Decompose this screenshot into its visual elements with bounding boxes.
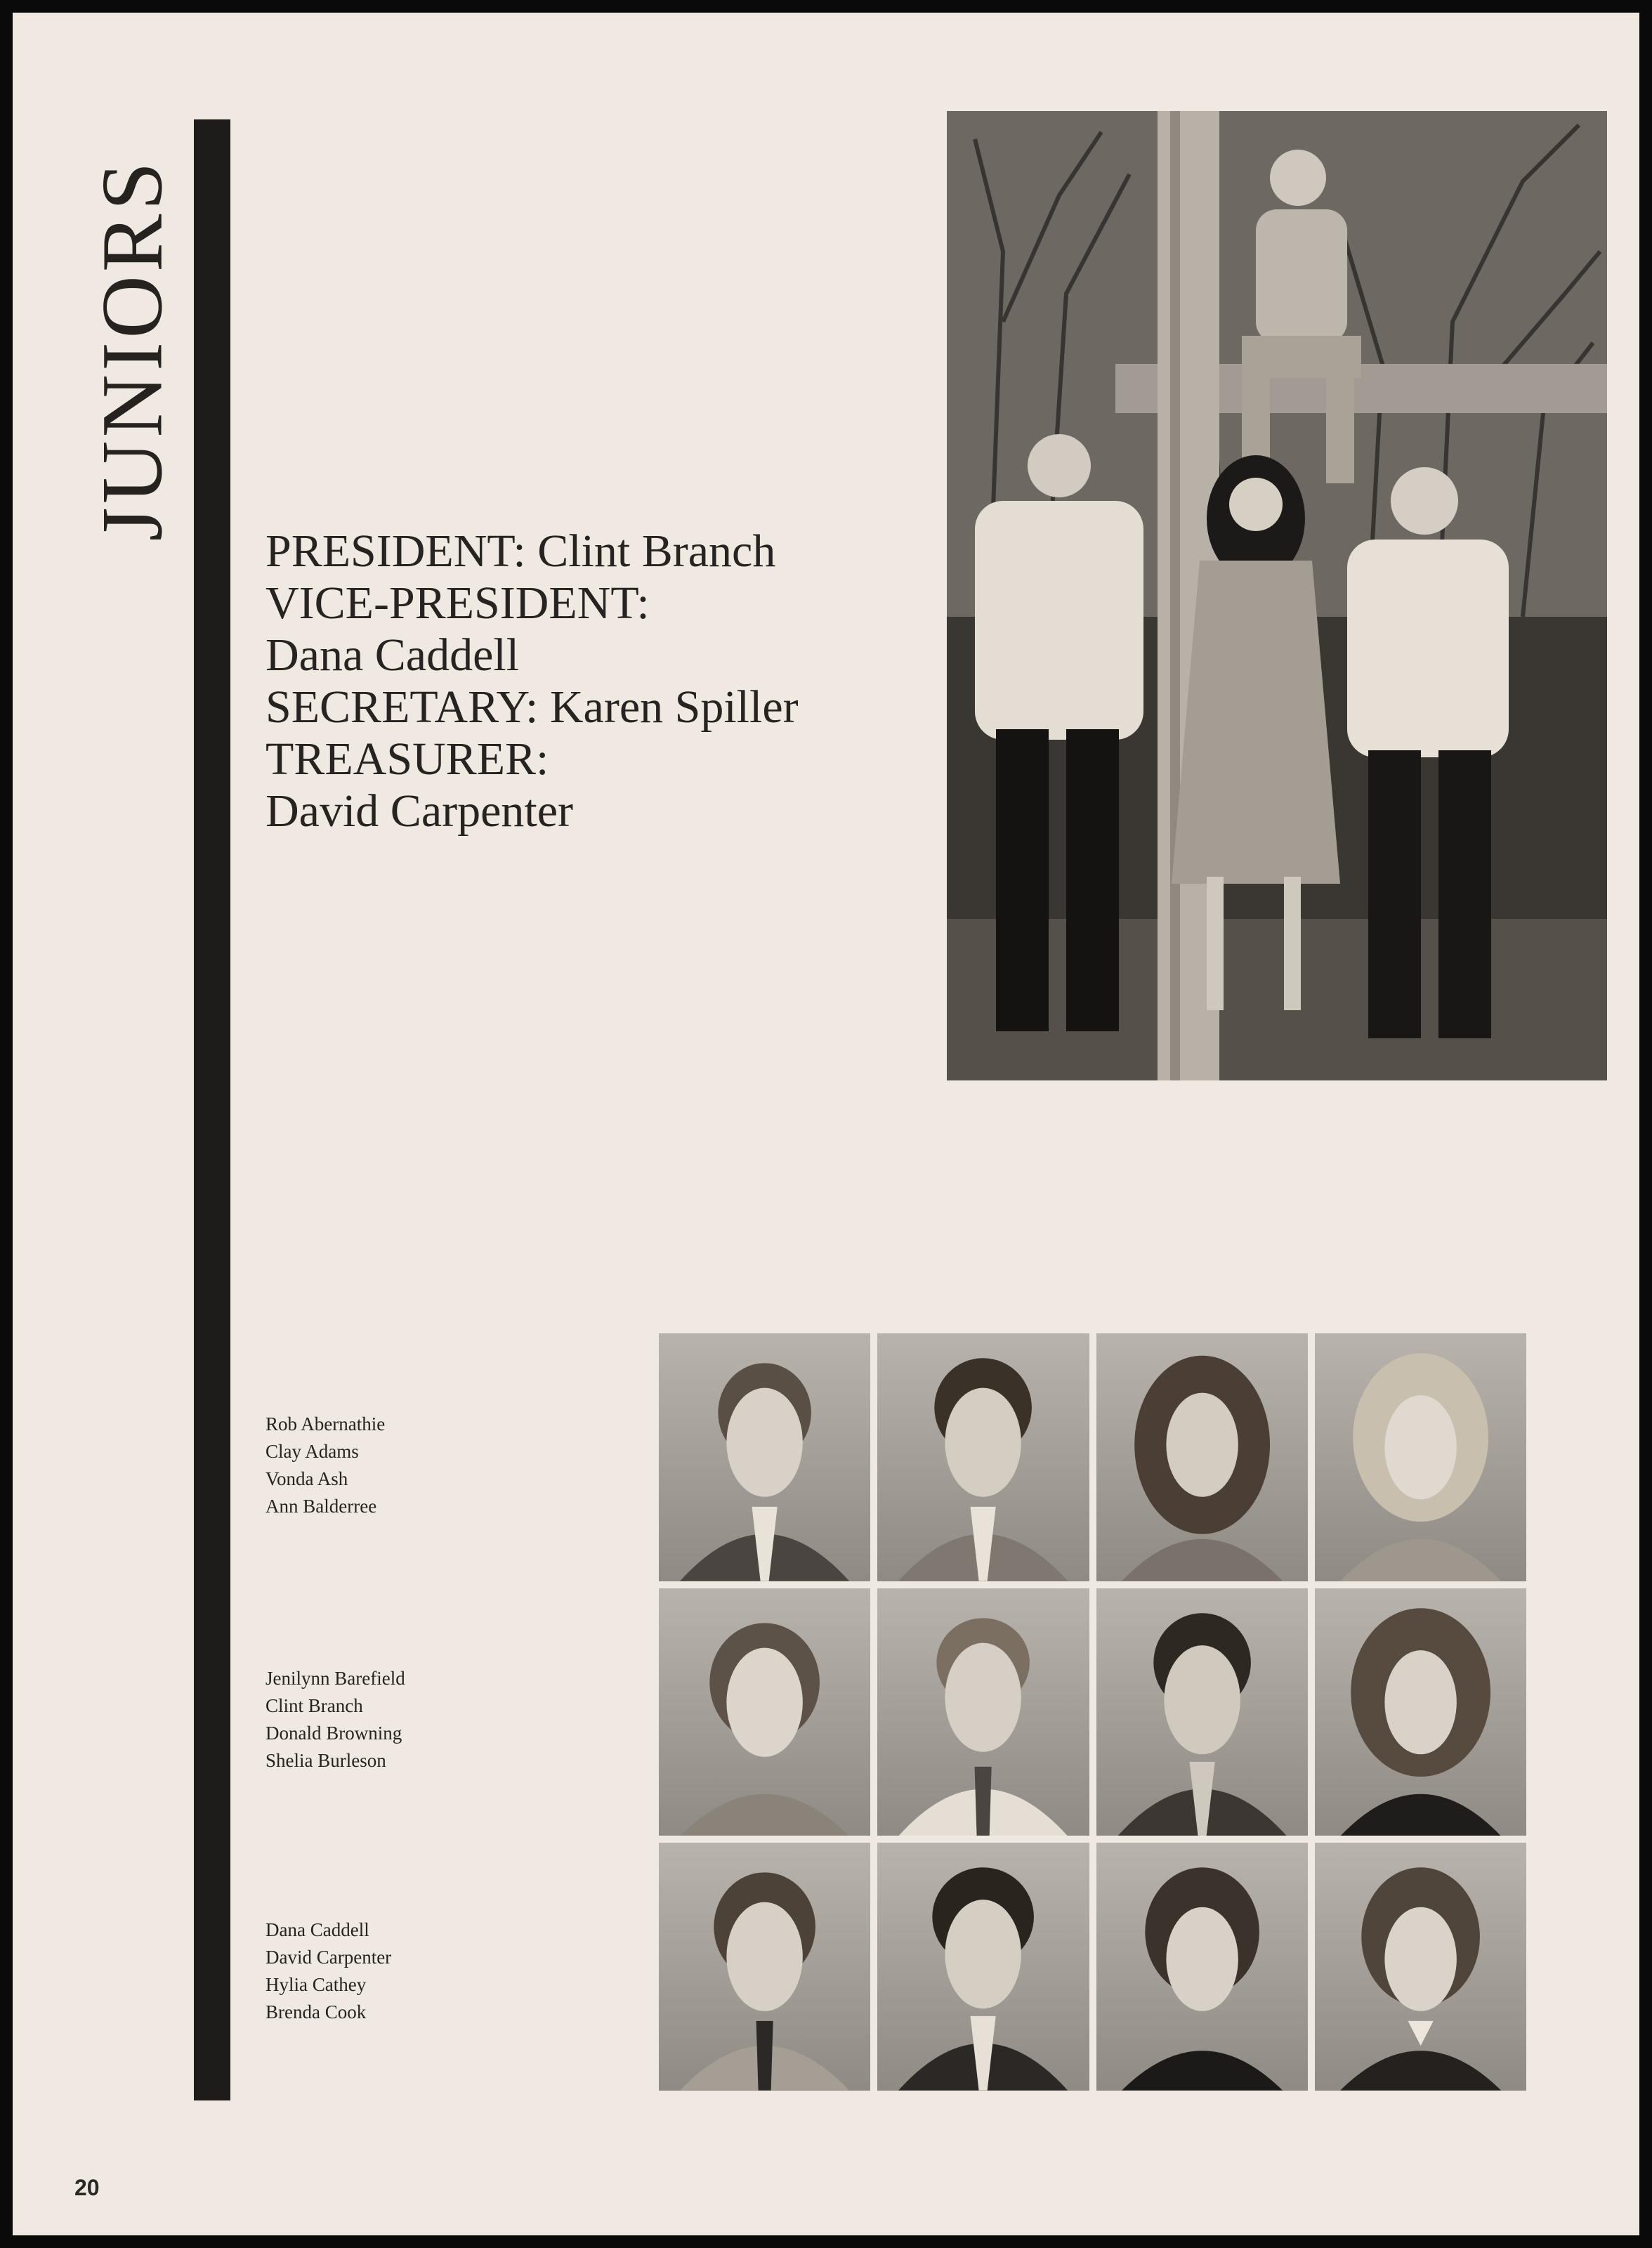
student-portrait — [877, 1843, 1089, 2091]
vertical-divider-bar — [194, 119, 230, 2100]
student-name: Shelia Burleson — [266, 1750, 386, 1771]
student-name: Donald Browning — [266, 1723, 402, 1744]
student-portrait — [1096, 1588, 1308, 1836]
student-name: Jenilynn Barefield — [266, 1668, 405, 1689]
student-portrait — [1315, 1843, 1526, 2091]
section-title-text: JUNIORS — [84, 158, 180, 542]
student-portrait — [1315, 1333, 1526, 1581]
student-portrait — [1315, 1588, 1526, 1836]
officer-line: Dana Caddell — [266, 629, 520, 681]
portrait-grid — [659, 1333, 1526, 2091]
officer-line: David Carpenter — [266, 785, 573, 837]
student-name: Rob Abernathie — [266, 1413, 386, 1435]
student-name: David Carpenter — [266, 1947, 392, 1968]
student-portrait — [659, 1843, 870, 2091]
officer-line: VICE-PRESIDENT: — [266, 577, 650, 629]
names-row-1 — [266, 1411, 385, 1520]
student-name: Hylia Cathey — [266, 1974, 367, 1995]
student-name: Clay Adams — [266, 1441, 359, 1462]
student-name: Vonda Ash — [266, 1468, 348, 1489]
officers-group-photo — [947, 111, 1607, 1080]
student-name: Brenda Cook — [266, 2001, 367, 2022]
student-name: Clint Branch — [266, 1695, 363, 1716]
yearbook-page — [13, 13, 1639, 2235]
officers-list — [266, 525, 799, 837]
page-number: 20 — [74, 2175, 100, 2200]
officer-line: TREASURER: — [266, 733, 549, 785]
student-portrait — [659, 1333, 870, 1581]
officer-line: SECRETARY: Karen Spiller — [266, 681, 799, 733]
student-portrait — [877, 1588, 1089, 1836]
student-name: Dana Caddell — [266, 1919, 369, 1940]
student-portrait — [659, 1588, 870, 1836]
section-title — [79, 160, 185, 540]
student-portrait — [1096, 1843, 1308, 2091]
student-portrait — [1096, 1333, 1308, 1581]
officer-line: PRESIDENT: Clint Branch — [266, 525, 776, 577]
names-row-2 — [266, 1665, 405, 1775]
student-name: Ann Balderree — [266, 1496, 377, 1517]
student-portrait — [877, 1333, 1089, 1581]
names-row-3 — [266, 1916, 391, 2026]
